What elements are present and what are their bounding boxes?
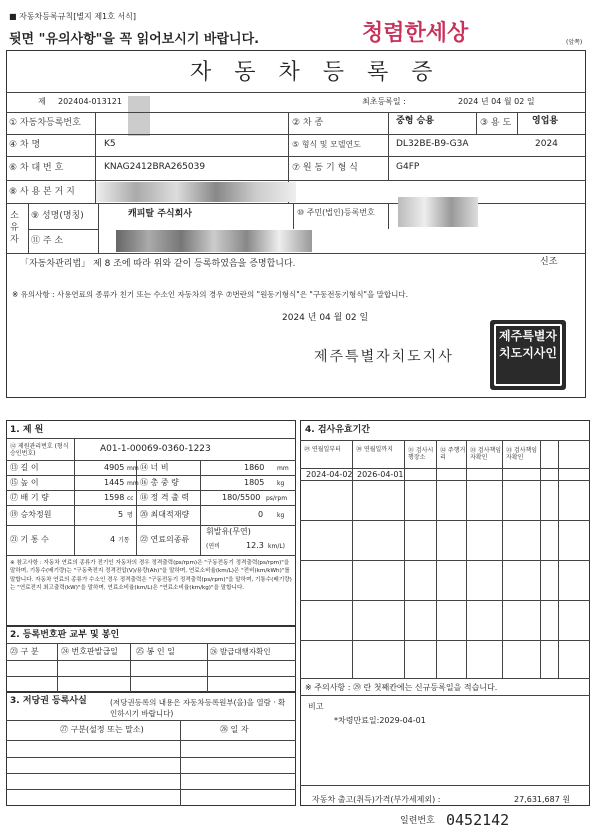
document-title: 자 동 차 등 록 증 (190, 60, 441, 85)
spec-label-rated-output: ⑱ 정 격 출 력 (140, 493, 190, 502)
spec-unit-seats: 명 (127, 512, 133, 519)
field-label-base-location: ⑧ 사 용 본 거 지 (9, 187, 75, 197)
field-label-reg-number: ① 자동차등록번호 (9, 118, 81, 128)
field-value-vin: KNAG2412BRA265039 (104, 162, 206, 172)
spec-label-mgmt-no: ⑫ 제원관리번호 (형식승인번호) (10, 443, 69, 457)
inspection-col-inspector: ㉝ 검사책임자확인 (470, 447, 502, 461)
redaction (128, 96, 150, 136)
spec-label-width: ⑭ 너 비 (140, 463, 169, 472)
inspection-col-inspector-2: ㉝ 검사책임자확인 (506, 447, 538, 461)
redaction (116, 230, 312, 252)
spec-value-cylinders: 4 (110, 535, 116, 544)
inspection-heading: 4. 검사유효기간 (305, 425, 370, 435)
spec-unit-max-load: kg (277, 512, 285, 519)
mortgage-col-type: ㉗ 구분(설정 또는 말소) (60, 725, 144, 734)
field-value-owner-name: 캐피탈 주식회사 (128, 209, 192, 219)
plate-col-type: ㉓ 구 분 (10, 647, 39, 656)
owner-group-label: 소유자 (10, 211, 19, 245)
official-seal (490, 320, 566, 390)
first-reg-label: 최초등록일 : (362, 97, 406, 106)
field-label-id-number: ⑩ 주민(법인)등록번호 (297, 208, 375, 217)
page-side-note: (앞쪽) (566, 39, 583, 46)
field-value-engine: G4FP (396, 162, 420, 172)
field-value-car-type: 중형 승용 (396, 116, 434, 126)
remark-value: *차령만료일:2029-04-01 (334, 716, 426, 725)
plate-col-issue-date: ㉔ 번호판발급일 (61, 647, 118, 656)
remark-label: 비고 (308, 702, 324, 711)
field-label-model: ⑤ 형식 및 모델연도 (292, 140, 361, 149)
spec-value-gross-weight: 1805 (244, 478, 265, 487)
spec-label-height: ⑮ 높 이 (10, 478, 39, 487)
serial-label: 일련번호 (400, 816, 435, 826)
plate-col-seal-date: ㉕ 봉 인 일 (136, 647, 175, 656)
spec-value-length: 4905 (104, 463, 125, 472)
field-label-owner-name: ⑨ 성명(명칭) (31, 211, 84, 221)
spec-value-rated-output: 180/5500 (222, 493, 261, 502)
notice-text: 뒷면 "유의사항"을 꼭 읽어보시기 바랍니다. (9, 32, 260, 47)
redaction (96, 182, 296, 202)
spec-label-gross-weight: ⑯ 총 중 량 (140, 478, 179, 487)
inspection-col-mileage: ㉜ 주행거리 (440, 447, 466, 461)
spec-label-displacement: ⑰ 배 기 량 (10, 493, 49, 502)
spec-value-fuel-type: 휘발유(무연) (206, 527, 251, 536)
spec-unit-displacement: cc (127, 495, 134, 502)
price-label: 자동차 출고(취득)가격(부가세제외) : (312, 795, 441, 804)
spec-value-max-load: 0 (258, 510, 264, 519)
mortgage-heading: 3. 저당권 등록사실 (10, 696, 87, 706)
spec-unit-rated-output: ps/rpm (266, 495, 288, 502)
inspection-col-from: ㉙ 연월일부터 (304, 446, 341, 453)
price-value: 27,631,687 원 (514, 795, 571, 804)
spec-unit-length: mm (127, 465, 139, 472)
spec-label-length: ⑬ 길 이 (10, 463, 39, 472)
field-label-engine: ⑦ 원 동 기 형 식 (292, 163, 358, 173)
serial-number: 0452142 (446, 811, 510, 829)
spec-label-cylinders: ㉑ 기 통 수 (10, 535, 49, 544)
form-reference: ■ 자동차등록규칙[별지 제1호 서식] (9, 12, 136, 21)
field-value-model-year: 2024 (535, 139, 558, 149)
spec-value-height: 1445 (104, 478, 125, 487)
mortgage-heading-note: (저당권등록의 내용은 자동차등록원부(을)을 열람 · 확인하시기 바랍니다) (110, 698, 286, 718)
plate-col-agent-check: ㉖ 발급대행자확인 (210, 647, 271, 656)
field-value-model: DL32BE-B9-G3A (396, 139, 469, 149)
reg-no-value: 202404-013121 (58, 97, 122, 106)
spec-unit-gross-weight: kg (277, 480, 285, 487)
field-label-vin: ⑥ 차 대 번 호 (9, 163, 64, 173)
spec-heading: 1. 제 원 (10, 425, 44, 435)
brand-logo: 청렴한세상 (362, 20, 469, 46)
spec-value-seats: 5 (118, 510, 124, 519)
spec-label-fuel-type: ㉒ 연료의종류 (140, 535, 190, 544)
spec-note: ※ 참고사항 : 자동차 연료의 종류가 전기인 자동차의 경우 정격출력(ps/rpm)은 "구동전동기 정격출력(ps/rpm)"을 말하며, 기통수(배기량)는 "구동축전지 정격전압(V)/용량(Ah)"을 말하며, 연료소비율(km/L)은 "전비(km/kWh)"를 말합니다. 자동차 연료의 종류가 수소인 경우 정격출력은 "구동전동기 정격출력(ps/rpm)"을 말하며, 기통수(배기량)는 "연료전지 최고출력(kW)"을 말하며, 연료소비율(km/L)은 "연료소비율(km/kg)"을 말합니다. (10, 560, 292, 592)
spec-unit-height: mm (127, 480, 139, 487)
spec-unit-width: mm (277, 465, 289, 472)
spec-value-mgmt-no: A01-1-00069-0360-1223 (100, 444, 211, 454)
field-label-car-name: ④ 차 명 (9, 140, 41, 150)
spec-label-seats: ⑲ 승차정원 (10, 510, 52, 519)
issuing-authority: 제주특별자치도지사 (314, 349, 454, 365)
mortgage-col-date: ㉘ 일 자 (220, 725, 249, 734)
inspection-col-place: ㉛ 검사시행장소 (408, 447, 434, 461)
certify-text: 「자동차관리법」 제 8 조에 따라 위와 같이 등록하였음을 증명합니다. (20, 259, 296, 269)
spec-value-width: 1860 (244, 463, 265, 472)
spec-unit-cylinders: 기통 (118, 537, 130, 544)
reg-no-label: 제 (38, 97, 46, 106)
field-label-car-type: ② 차 종 (292, 118, 324, 128)
inspection-row1-to: 2026-04-01 (357, 470, 404, 479)
note-text: ※ 유의사항 : 사용연료의 종류가 친기 또는 수소인 자동차의 경우 ⑦번란의 "원동기형식"은 "구동전동기형식"을 말합니다. (12, 290, 408, 299)
divider (6, 92, 586, 93)
plate-heading: 2. 등록번호판 교부 및 봉인 (10, 630, 120, 640)
inspection-row1-from: 2024-04-02 (306, 470, 353, 479)
redaction (398, 197, 478, 227)
field-value-use: 영업용 (532, 116, 559, 126)
inspection-col-to: ㉚ 연월일까지 (356, 446, 393, 453)
spec-label-fuel-efficiency: (연비 (206, 543, 220, 550)
spec-label-max-load: ⑳ 최대적재량 (140, 510, 190, 519)
first-reg-date: 2024 년 04 월 02 일 (458, 97, 535, 106)
seal-text: 제주특별자치도지사인 (499, 329, 557, 360)
issue-date: 2024 년 04 월 02 일 (282, 313, 369, 323)
field-label-address: ⑪ 주 소 (31, 236, 64, 246)
spec-value-fuel-efficiency: 12.3 (246, 541, 264, 550)
spec-unit-fuel-efficiency: km/L) (268, 543, 286, 550)
inspection-note: ※ 주의사항 : ㉙ 란 첫째칸에는 신규등록일을 적습니다. (305, 683, 498, 692)
spec-value-displacement: 1598 (104, 493, 125, 502)
field-label-use: ③ 용 도 (480, 118, 512, 128)
certify-tag: 신조 (540, 257, 558, 267)
field-value-car-name: K5 (104, 139, 116, 149)
